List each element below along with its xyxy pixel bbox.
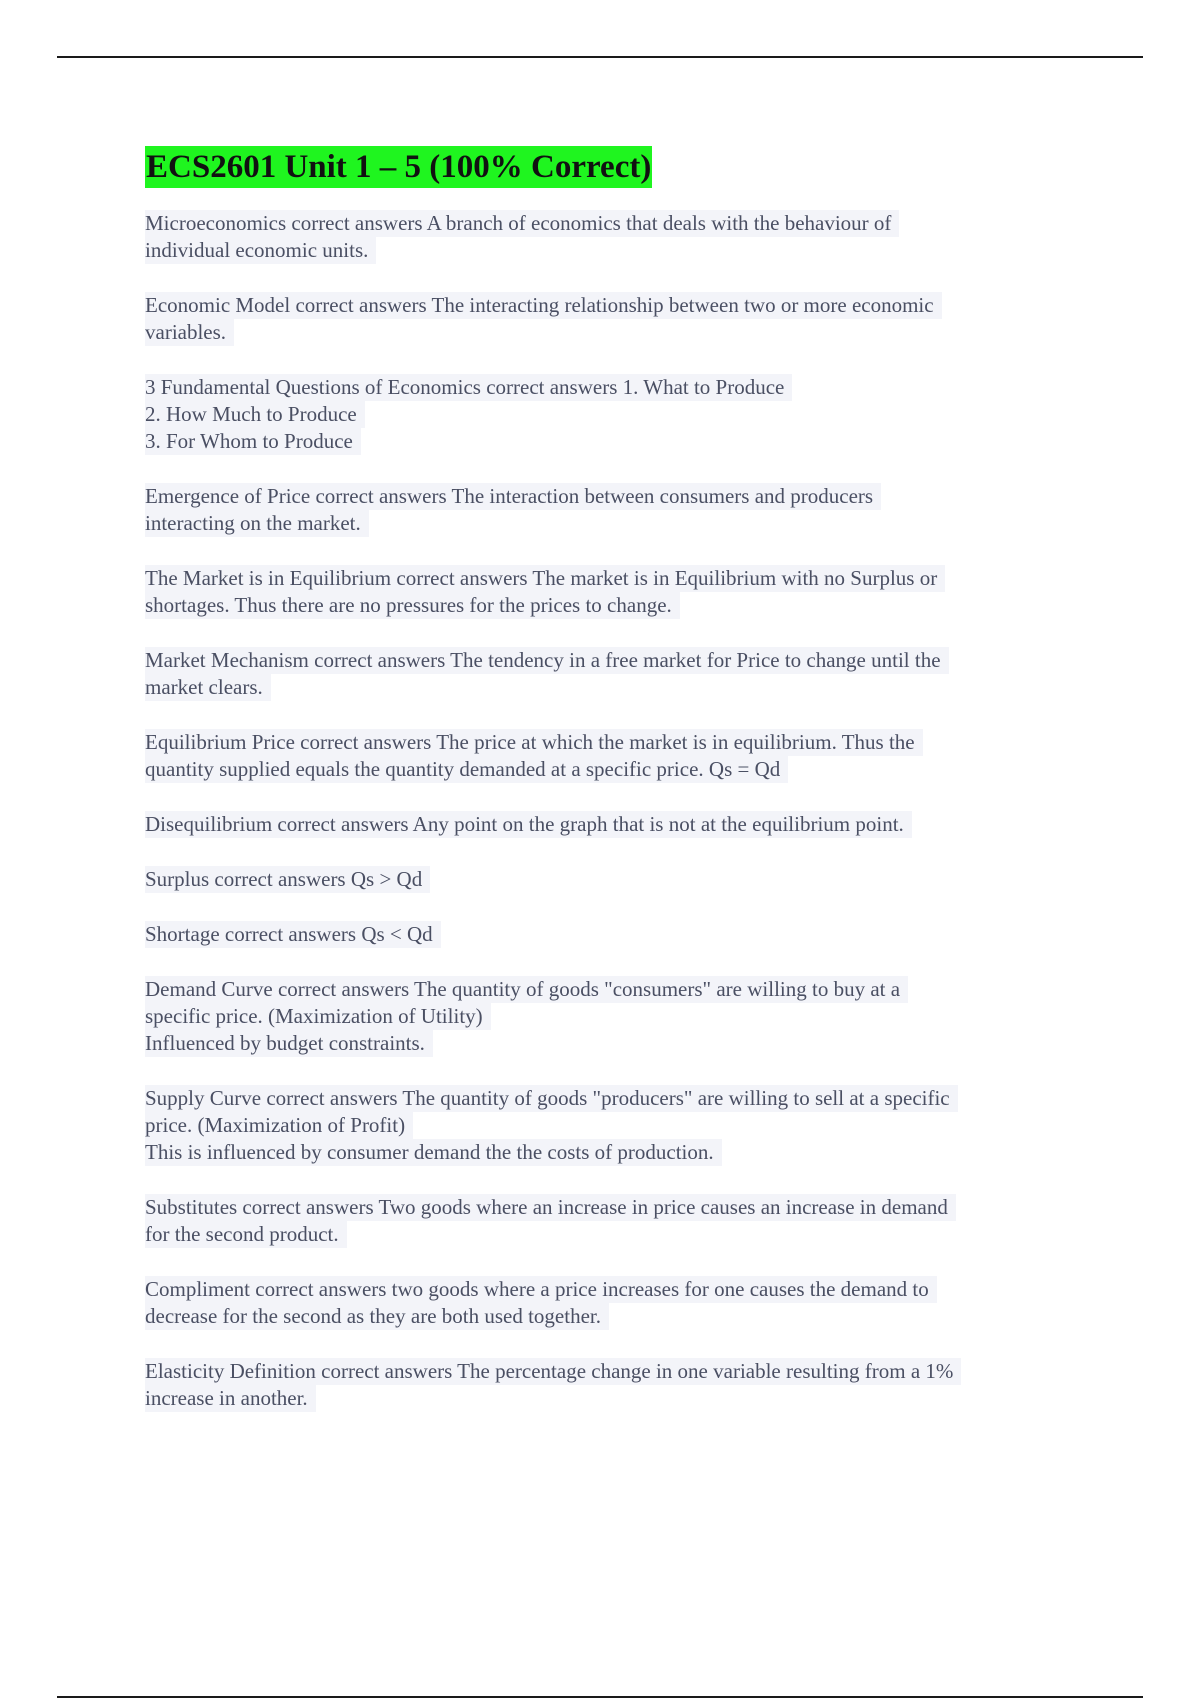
entry-line: Emergence of Price correct answers The interaction between consumers and producers — [145, 483, 881, 510]
footer-rule — [57, 1696, 1143, 1698]
entry-line: Economic Model correct answers The interacting relationship between two or more economic — [145, 292, 942, 319]
entry-line: 3 Fundamental Questions of Economics correct answers 1. What to Produce — [145, 374, 792, 401]
qa-entry — [145, 374, 1085, 455]
entry-line: Substitutes correct answers Two goods where an increase in price causes an increase in demand — [145, 1194, 956, 1221]
entry-line: Disequilibrium correct answers Any point on the graph that is not at the equilibrium point. — [145, 811, 912, 838]
entry-line: interacting on the market. — [145, 510, 369, 537]
entry-line: specific price. (Maximization of Utility) — [145, 1003, 491, 1030]
entry-line: quantity supplied equals the quantity demanded at a specific price. Qs = Qd — [145, 756, 788, 783]
entry-line: market clears. — [145, 674, 271, 701]
entry-line: Elasticity Definition correct answers The percentage change in one variable resulting from a 1% — [145, 1358, 961, 1385]
entry-line: individual economic units. — [145, 237, 376, 264]
qa-entry — [145, 292, 1085, 346]
entry-line: Influenced by budget constraints. — [145, 1030, 433, 1057]
qa-entry — [145, 1358, 1085, 1412]
entry-line: for the second product. — [145, 1221, 347, 1248]
entry-line: increase in another. — [145, 1385, 316, 1412]
entry-line: Equilibrium Price correct answers The price at which the market is in equilibrium. Thus the — [145, 729, 923, 756]
qa-entry — [145, 483, 1085, 537]
entry-line: decrease for the second as they are both used together. — [145, 1303, 609, 1330]
qa-entry — [145, 921, 1085, 948]
qa-entry — [145, 811, 1085, 838]
entry-line: Compliment correct answers two goods where a price increases for one causes the demand to — [145, 1276, 937, 1303]
entry-line: variables. — [145, 319, 234, 346]
qa-entry — [145, 1194, 1085, 1248]
qa-entry — [145, 866, 1085, 893]
document-title: ECS2601 Unit 1 – 5 (100% Correct) — [145, 146, 652, 188]
qa-entry — [145, 1276, 1085, 1330]
entry-line: This is influenced by consumer demand the the costs of production. — [145, 1139, 722, 1166]
entry-line: Supply Curve correct answers The quantity of goods "producers" are willing to sell at a specific — [145, 1085, 958, 1112]
qa-entry — [145, 729, 1085, 783]
qa-entry — [145, 1085, 1085, 1166]
entry-line: The Market is in Equilibrium correct answers The market is in Equilibrium with no Surplus or — [145, 565, 945, 592]
entry-line: Market Mechanism correct answers The tendency in a free market for Price to change until the — [145, 647, 949, 674]
entry-list — [145, 210, 1085, 1412]
entry-line: price. (Maximization of Profit) — [145, 1112, 413, 1139]
qa-entry — [145, 565, 1085, 619]
document-body — [145, 146, 1085, 1440]
header-rule — [57, 56, 1143, 58]
entry-line: 3. For Whom to Produce — [145, 428, 361, 455]
qa-entry — [145, 976, 1085, 1057]
entry-line: 2. How Much to Produce — [145, 401, 365, 428]
entry-line: Shortage correct answers Qs < Qd — [145, 921, 441, 948]
qa-entry — [145, 647, 1085, 701]
entry-line: Microeconomics correct answers A branch of economics that deals with the behaviour of — [145, 210, 899, 237]
entry-line: shortages. Thus there are no pressures for the prices to change. — [145, 592, 680, 619]
entry-line: Demand Curve correct answers The quantity of goods "consumers" are willing to buy at a — [145, 976, 908, 1003]
qa-entry — [145, 210, 1085, 264]
entry-line: Surplus correct answers Qs > Qd — [145, 866, 430, 893]
